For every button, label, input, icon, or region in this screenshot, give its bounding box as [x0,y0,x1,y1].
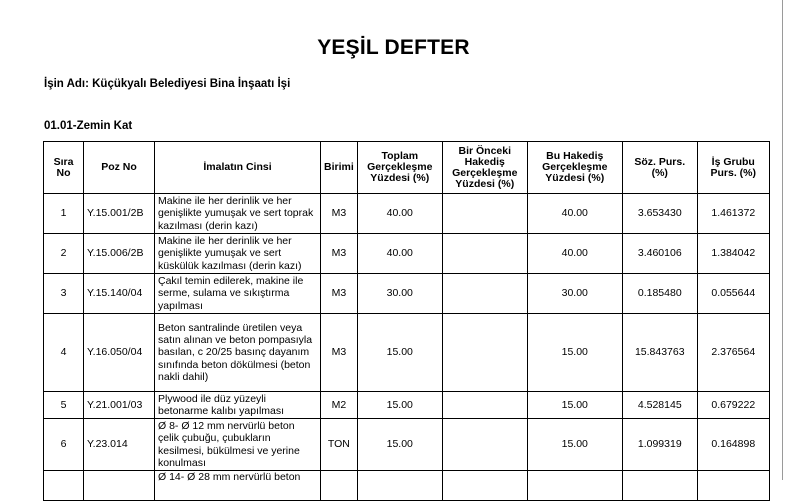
table-row [44,274,770,314]
unit: M2 [321,392,358,419]
progress-table [43,141,770,501]
column-header: Söz. Purs. (%) [622,142,697,194]
table-header-row [44,142,770,194]
contract-share: 1.099319 [622,419,697,471]
unit: M3 [321,194,358,234]
table-row [44,392,770,419]
table-row [44,419,770,471]
group-share: 0.164898 [697,419,769,471]
work-description: Plywood ile düz yüzeyli betonarme kalıbı yapılması [155,392,321,419]
previous-percent [442,234,527,274]
poz-number [84,471,155,501]
work-description: Makine ile her derinlik ve her genişlikte yumuşak ve sert toprak kazılması (derin kazı) [155,194,321,234]
poz-number: Y.23.014 [84,419,155,471]
section-heading: 01.01-Zemin Kat [44,120,133,132]
contract-share: 3.653430 [622,194,697,234]
column-header: Sıra No [44,142,84,194]
poz-number: Y.15.001/2B [84,194,155,234]
current-percent: 15.00 [527,419,622,471]
previous-percent [442,194,527,234]
total-percent: 40.00 [357,234,442,274]
column-header: Bir Önceki Hakediş Gerçekleşme Yüzdesi (%) [442,142,527,194]
column-header: Toplam Gerçekleşme Yüzdesi (%) [357,142,442,194]
row-number: 2 [44,234,84,274]
previous-percent [442,314,527,392]
column-header: Bu Hakediş Gerçekleşme Yüzdesi (%) [527,142,622,194]
work-description: Ø 8- Ø 12 mm nervürlü beton çelik çubuğu, çubukların kesilmesi, bükülmesi ve yerine konulması [155,419,321,471]
unit [321,471,358,501]
work-description: Çakıl temin edilerek, makine ile serme, sulama ve sıkıştırma yapılması [155,274,321,314]
group-share [697,471,769,501]
group-share: 1.384042 [697,234,769,274]
unit: M3 [321,274,358,314]
group-share: 2.376564 [697,314,769,392]
contract-share [622,471,697,501]
unit: M3 [321,234,358,274]
work-description: Ø 14- Ø 28 mm nervürlü beton [155,471,321,501]
previous-percent [442,274,527,314]
column-header: İş Grubu Purs. (%) [697,142,769,194]
column-header: Birimi [321,142,358,194]
poz-number: Y.21.001/03 [84,392,155,419]
unit: TON [321,419,358,471]
group-share: 1.461372 [697,194,769,234]
current-percent: 15.00 [527,392,622,419]
page-title: YEŞİL DEFTER [317,36,470,59]
row-number: 1 [44,194,84,234]
total-percent [357,471,442,501]
table-row [44,194,770,234]
poz-number: Y.15.140/04 [84,274,155,314]
total-percent: 15.00 [357,392,442,419]
group-share: 0.055644 [697,274,769,314]
previous-percent [442,419,527,471]
table-row [44,234,770,274]
total-percent: 40.00 [357,194,442,234]
poz-number: Y.16.050/04 [84,314,155,392]
unit: M3 [321,314,358,392]
previous-percent [442,471,527,501]
current-percent: 15.00 [527,314,622,392]
table-row [44,314,770,392]
column-header: Poz No [84,142,155,194]
group-share: 0.679222 [697,392,769,419]
row-number: 4 [44,314,84,392]
contract-share: 3.460106 [622,234,697,274]
poz-number: Y.15.006/2B [84,234,155,274]
total-percent: 15.00 [357,314,442,392]
contract-share: 15.843763 [622,314,697,392]
job-name: İşin Adı: Küçükyalı Belediyesi Bina İnşaatı İşi [44,78,291,90]
total-percent: 30.00 [357,274,442,314]
current-percent: 40.00 [527,234,622,274]
row-number: 6 [44,419,84,471]
table-row [44,471,770,501]
work-description: Beton santralinde üretilen veya satın alınan ve beton pompasıyla basılan, c 20/25 basınç dayanım sınıfında beton dökülmesi (beton nakli dahil) [155,314,321,392]
contract-share: 0.185480 [622,274,697,314]
row-number: 5 [44,392,84,419]
current-percent [527,471,622,501]
previous-percent [442,392,527,419]
row-number [44,471,84,501]
total-percent: 15.00 [357,419,442,471]
column-header: İmalatın Cinsi [155,142,321,194]
current-percent: 40.00 [527,194,622,234]
page-edge [782,0,783,480]
row-number: 3 [44,274,84,314]
current-percent: 30.00 [527,274,622,314]
contract-share: 4.528145 [622,392,697,419]
work-description: Makine ile her derinlik ve her genişlikte yumuşak ve sert küskülük kazılması (derin kazı) [155,234,321,274]
